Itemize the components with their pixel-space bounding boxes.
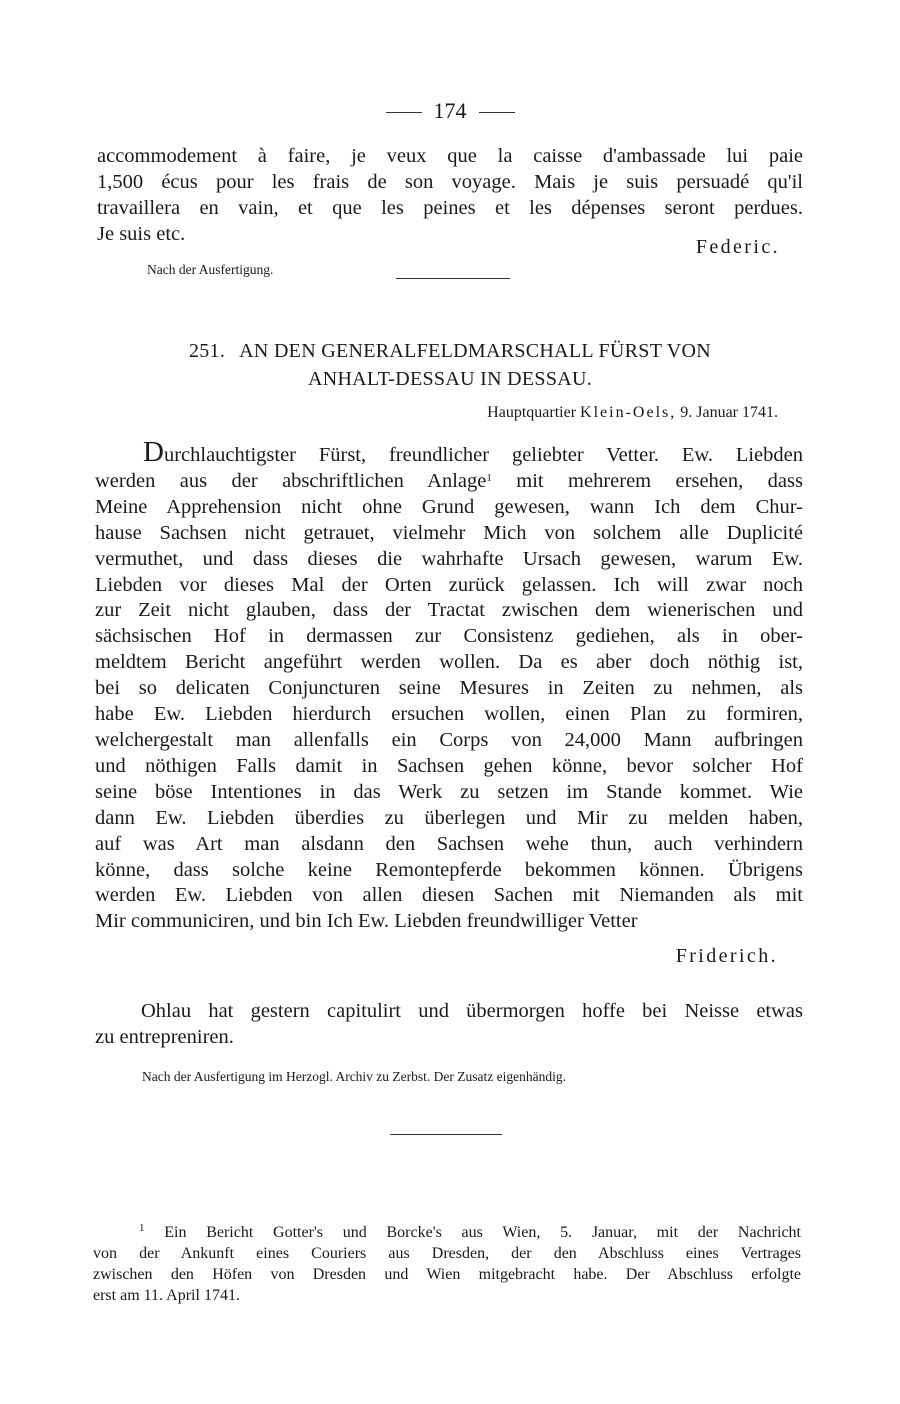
letter-heading	[100, 337, 800, 393]
text-line: von der Ankunft eines Couriers aus Dresden, der den Abschluss eines Vertrages	[93, 1245, 801, 1262]
dateline-date: 9. Januar 1741.	[680, 404, 778, 421]
text-line: zur Zeit nicht glauben, dass der Tractat zwischen dem wienerischen und	[95, 599, 803, 622]
text-line: seine böse Intentiones in das Werk zu setzen im Stande kommet. Wie	[95, 780, 803, 803]
text-line: Ohlau hat gestern capitulirt und übermorgen hoffe bei Neisse etwas	[141, 1000, 803, 1022]
text-line: Liebden vor dieses Mal der Orten zurück gelassen. Ich will zwar noch	[95, 573, 803, 596]
text-line: zwischen den Höfen von Dresden und Wien mitgebracht habe. Der Abschluss erfolgte	[93, 1266, 801, 1283]
text-line: vermuthet, und dass dieses die wahrhafte Ursach gewesen, warum Ew.	[95, 547, 803, 570]
text-line: accommodement à faire, je veux que la caisse d'ambassade lui paie	[97, 145, 803, 167]
section-divider	[396, 278, 510, 279]
text-line: zu entrepreniren.	[95, 1026, 234, 1048]
page-number-dash-left	[386, 112, 422, 113]
text-line: travaillera en vain, et que les peines et les dépenses seront perdues.	[97, 197, 803, 219]
text-line: 1,500 écus pour les frais de son voyage. Mais je suis persuadé qu'il	[97, 171, 803, 193]
letter-postscript	[95, 998, 803, 1050]
text-line: könne, dass solche keine Remontepferde bekommen können. Übrigens	[95, 858, 803, 881]
footnote	[93, 1222, 801, 1306]
previous-letter-text	[97, 143, 803, 247]
previous-letter-source: Nach der Ausfertigung.	[147, 262, 274, 277]
letter-signature: Friderich.	[675, 945, 778, 967]
page-number	[0, 98, 900, 124]
section-divider	[390, 1134, 502, 1135]
letter-heading-line2: ANHALT-DESSAU IN DESSAU.	[307, 368, 593, 390]
text-line: werden aus der abschriftlichen Anlage$^1$ mit mehrerem ersehen, dass	[95, 469, 803, 492]
text-line: dann Ew. Liebden überdies zu überlegen und Mir zu melden haben,	[95, 806, 803, 829]
letter-heading-line1	[100, 337, 800, 365]
text-line: und nöthigen Falls damit in Sachsen gehen könne, bevor solcher Hof	[95, 754, 803, 777]
text-line: Mir communiciren, und bin Ich Ew. Liebden freundwilliger Vetter	[95, 910, 638, 933]
dateline-place: Klein-Oels,	[580, 404, 677, 421]
dateline-prefix: Hauptquartier	[487, 404, 577, 421]
letter-source: Nach der Ausfertigung im Herzogl. Archiv zu Zerbst. Der Zusatz eigenhändig.	[142, 1069, 566, 1084]
text-line: Durchlauchtigster Fürst, freundlicher geliebter Vetter. Ew. Liebden	[143, 436, 803, 468]
text-line: bei so delicaten Conjuncturen seine Mesures in Zeiten zu nehmen, als	[95, 677, 803, 700]
text-line: $^1$ Ein Bericht Gotter's und Borcke's aus Wien, 5. Januar, mit der Nachricht	[139, 1222, 802, 1241]
text-line: Meine Apprehension nicht ohne Grund gewesen, wann Ich dem Chur-	[95, 495, 803, 518]
text-line: auf was Art man alsdann den Sachsen wehe thun, auch verhindern	[95, 832, 803, 855]
text-line: Je suis etc.	[97, 223, 186, 245]
page-number-dash-right	[479, 112, 515, 113]
letter-heading-title: AN DEN GENERALFELDMARSCHALL FÜRST VON	[239, 340, 712, 362]
text-line: habe Ew. Liebden hierdurch ersuchen wollen, einen Plan zu formiren,	[95, 703, 803, 726]
letter-number: 251.	[188, 340, 226, 362]
previous-letter-signature: Federic.	[695, 236, 780, 258]
text-line: sächsischen Hof in dermassen zur Consistenz gediehen, als in ober-	[95, 625, 803, 648]
letter-body	[95, 436, 803, 935]
footnote-marker: 1	[139, 1222, 145, 1234]
text-line: werden Ew. Liebden von allen diesen Sachen mit Niemanden als mit	[95, 884, 803, 907]
drop-cap: D	[143, 436, 164, 468]
text-line: hause Sachsen nicht getrauet, vielmehr Mich von solchem alle Duplicité	[95, 521, 803, 544]
text-line: meldtem Bericht angeführt werden wollen. Da es aber doch nöthig ist,	[95, 651, 803, 674]
page-number-value: 174	[433, 98, 467, 123]
text-line: welchergestalt man allenfalls ein Corps von 24,000 Mann aufbringen	[95, 728, 803, 751]
letter-dateline	[487, 404, 778, 422]
text-line: erst am 11. April 1741.	[93, 1287, 240, 1304]
footnote-reference: 1	[486, 471, 492, 484]
